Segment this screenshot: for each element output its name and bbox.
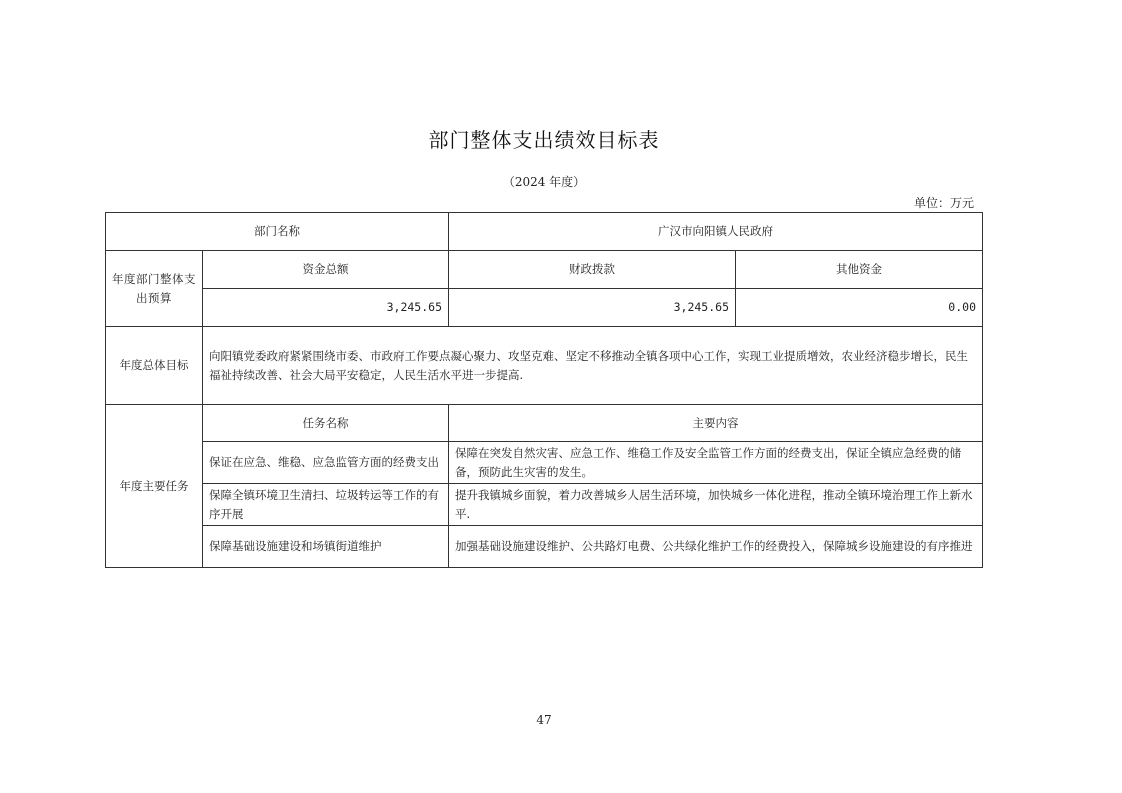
task-content: 提升我镇城乡面貌，着力改善城乡人居生活环境，加快城乡一体化进程，推动全镇环境治理工作上新水平. bbox=[449, 484, 983, 526]
task-label: 年度主要任务 bbox=[106, 405, 203, 568]
performance-target-table bbox=[105, 212, 983, 568]
table-row bbox=[106, 484, 983, 526]
unit-label: 单位：万元 bbox=[913, 196, 974, 210]
goal-text: 向阳镇党委政府紧紧围绕市委、市政府工作要点凝心聚力、攻坚克难、坚定不移推动全镇各项中心工作，实现工业提质增效，农业经济稳步增长，民生福祉持续改善、社会大局平安稳定，人民生活水平进一步提高. bbox=[203, 327, 983, 405]
goal-row bbox=[106, 327, 983, 405]
budget-value-total: 3,245.65 bbox=[203, 289, 449, 327]
task-name: 保障基础设施建设和场镇街道维护 bbox=[203, 526, 449, 568]
goal-label: 年度总体目标 bbox=[106, 327, 203, 405]
budget-value-other: 0.00 bbox=[736, 289, 983, 327]
table-row bbox=[106, 526, 983, 568]
task-name: 保障全镇环境卫生清扫、垃圾转运等工作的有序开展 bbox=[203, 484, 449, 526]
dept-name-value: 广汉市向阳镇人民政府 bbox=[449, 213, 983, 251]
table-row bbox=[106, 442, 983, 484]
task-header-name: 任务名称 bbox=[203, 405, 449, 442]
budget-header-fiscal: 财政拨款 bbox=[449, 251, 736, 289]
budget-header-other: 其他资金 bbox=[736, 251, 983, 289]
dept-name-label: 部门名称 bbox=[106, 213, 449, 251]
budget-header-row bbox=[106, 251, 983, 289]
budget-header-total: 资金总额 bbox=[203, 251, 449, 289]
fiscal-year: （2024 年度） bbox=[502, 175, 586, 189]
dept-name-row bbox=[106, 213, 983, 251]
budget-label: 年度部门整体支出预算 bbox=[106, 251, 203, 327]
budget-value-fiscal: 3,245.65 bbox=[449, 289, 736, 327]
task-content: 加强基础设施建设维护、公共路灯电费、公共绿化维护工作的经费投入，保障城乡设施建设的有序推进 bbox=[449, 526, 983, 568]
task-header-content: 主要内容 bbox=[449, 405, 983, 442]
task-content: 保障在突发自然灾害、应急工作、维稳工作及安全监管工作方面的经费支出，保证全镇应急经费的储备，预防此生灾害的发生。 bbox=[449, 442, 983, 484]
budget-values-row bbox=[106, 289, 983, 327]
page-title: 部门整体支出绩效目标表 bbox=[428, 128, 660, 152]
page-number: 47 bbox=[536, 713, 552, 727]
task-header-row bbox=[106, 405, 983, 442]
task-name: 保证在应急、维稳、应急监管方面的经费支出 bbox=[203, 442, 449, 484]
